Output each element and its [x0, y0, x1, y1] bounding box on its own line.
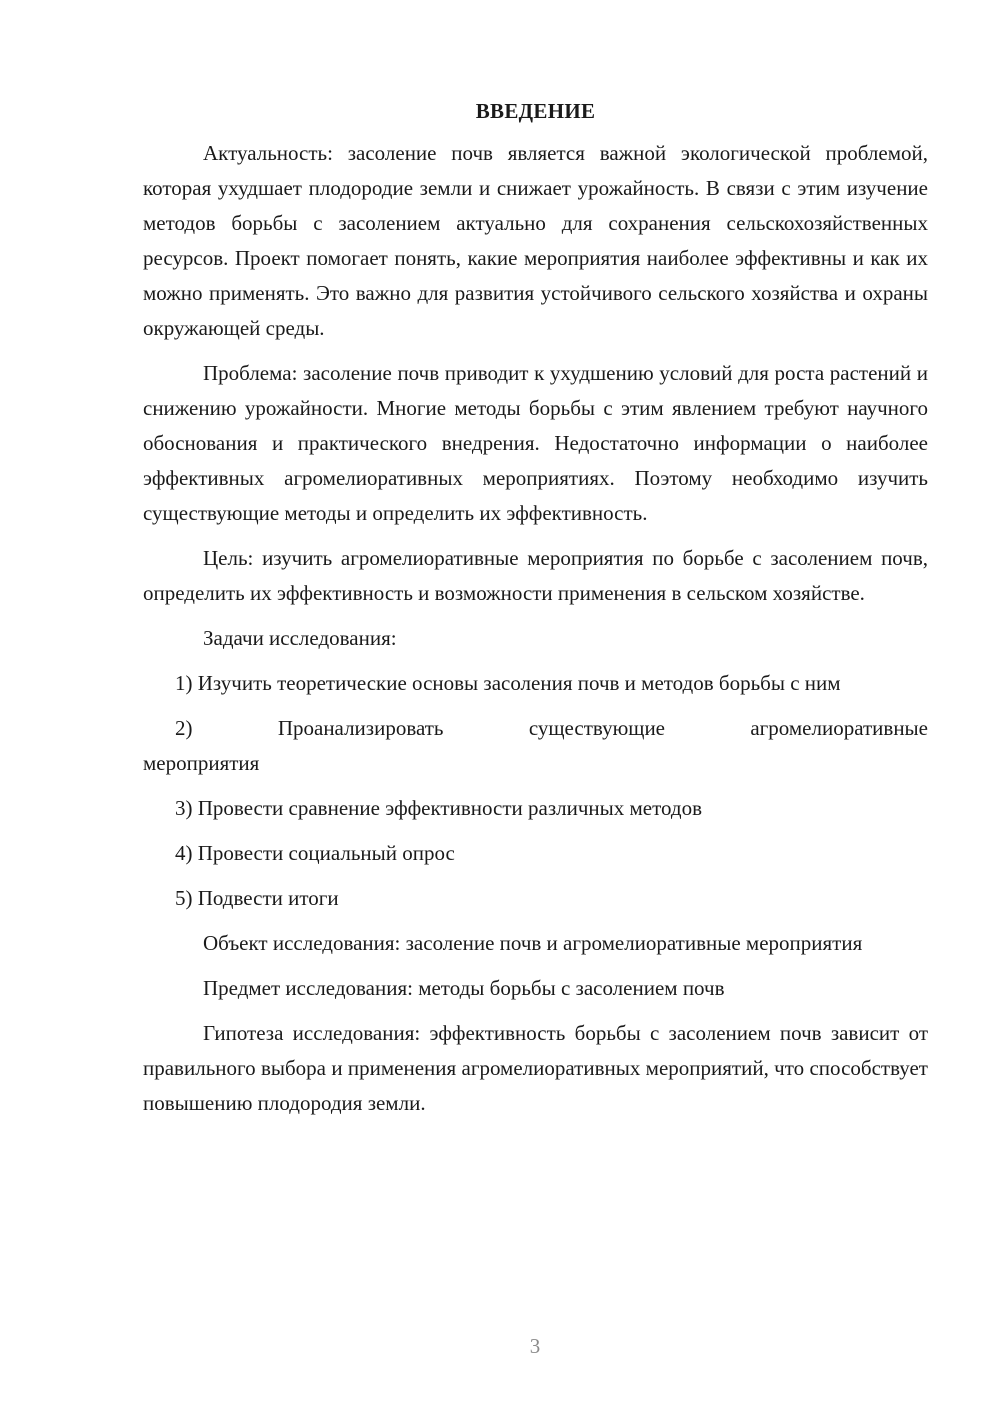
page-number: 3 — [529, 1334, 541, 1358]
task-item-2 — [143, 711, 928, 781]
document-page — [143, 96, 928, 1131]
paragraph-object: Объект исследования: засоление почв и агромелиоративные мероприятия — [203, 931, 863, 955]
task-item-5: 5) Подвести итоги — [175, 886, 339, 910]
task-item-2-line: 2) Проанализировать существующие агромелиоративные — [175, 716, 928, 740]
document-title: ВВЕДЕНИЕ — [475, 99, 596, 123]
paragraph-relevance: Актуальность: засоление почв является важной экологической проблемой, которая ухудшает плодородие земли и снижает урожайность. В связи с этим изучение методов борьбы с засолением актуально для сохранения сельскохозяйственных ресурсов. Проект помогает понять, какие мероприятия наиболее эффективны и как их можно применять. Это важно для развития устойчивого сельского хозяйства и охраны окружающей среды. — [143, 141, 928, 340]
tasks-heading: Задачи исследования: — [203, 626, 397, 650]
task-item-2-continuation: мероприятия — [143, 751, 260, 775]
paragraph-subject: Предмет исследования: методы борьбы с засолением почв — [203, 976, 725, 1000]
task-item-1: 1) Изучить теоретические основы засоления почв и методов борьбы с ним — [175, 671, 841, 695]
paragraph-problem: Проблема: засоление почв приводит к ухудшению условий для роста растений и снижению урожайности. Многие методы борьбы с этим явлением требуют научного обоснования и практического внедрения. Недостаточно информации о наиболее эффективных агромелиоративных мероприятиях. Поэтому необходимо изучить существующие методы и определить их эффективность. — [143, 361, 928, 525]
task-item-3: 3) Провести сравнение эффективности различных методов — [175, 796, 702, 820]
paragraph-goal: Цель: изучить агромелиоративные мероприятия по борьбе с засолением почв, определить их эффективность и возможности применения в сельском хозяйстве. — [143, 546, 928, 605]
task-item-4: 4) Провести социальный опрос — [175, 841, 455, 865]
paragraph-hypothesis: Гипотеза исследования: эффективность борьбы с засолением почв зависит от правильного выбора и применения агромелиоративных мероприятий, что способствует повышению плодородия земли. — [143, 1021, 928, 1115]
